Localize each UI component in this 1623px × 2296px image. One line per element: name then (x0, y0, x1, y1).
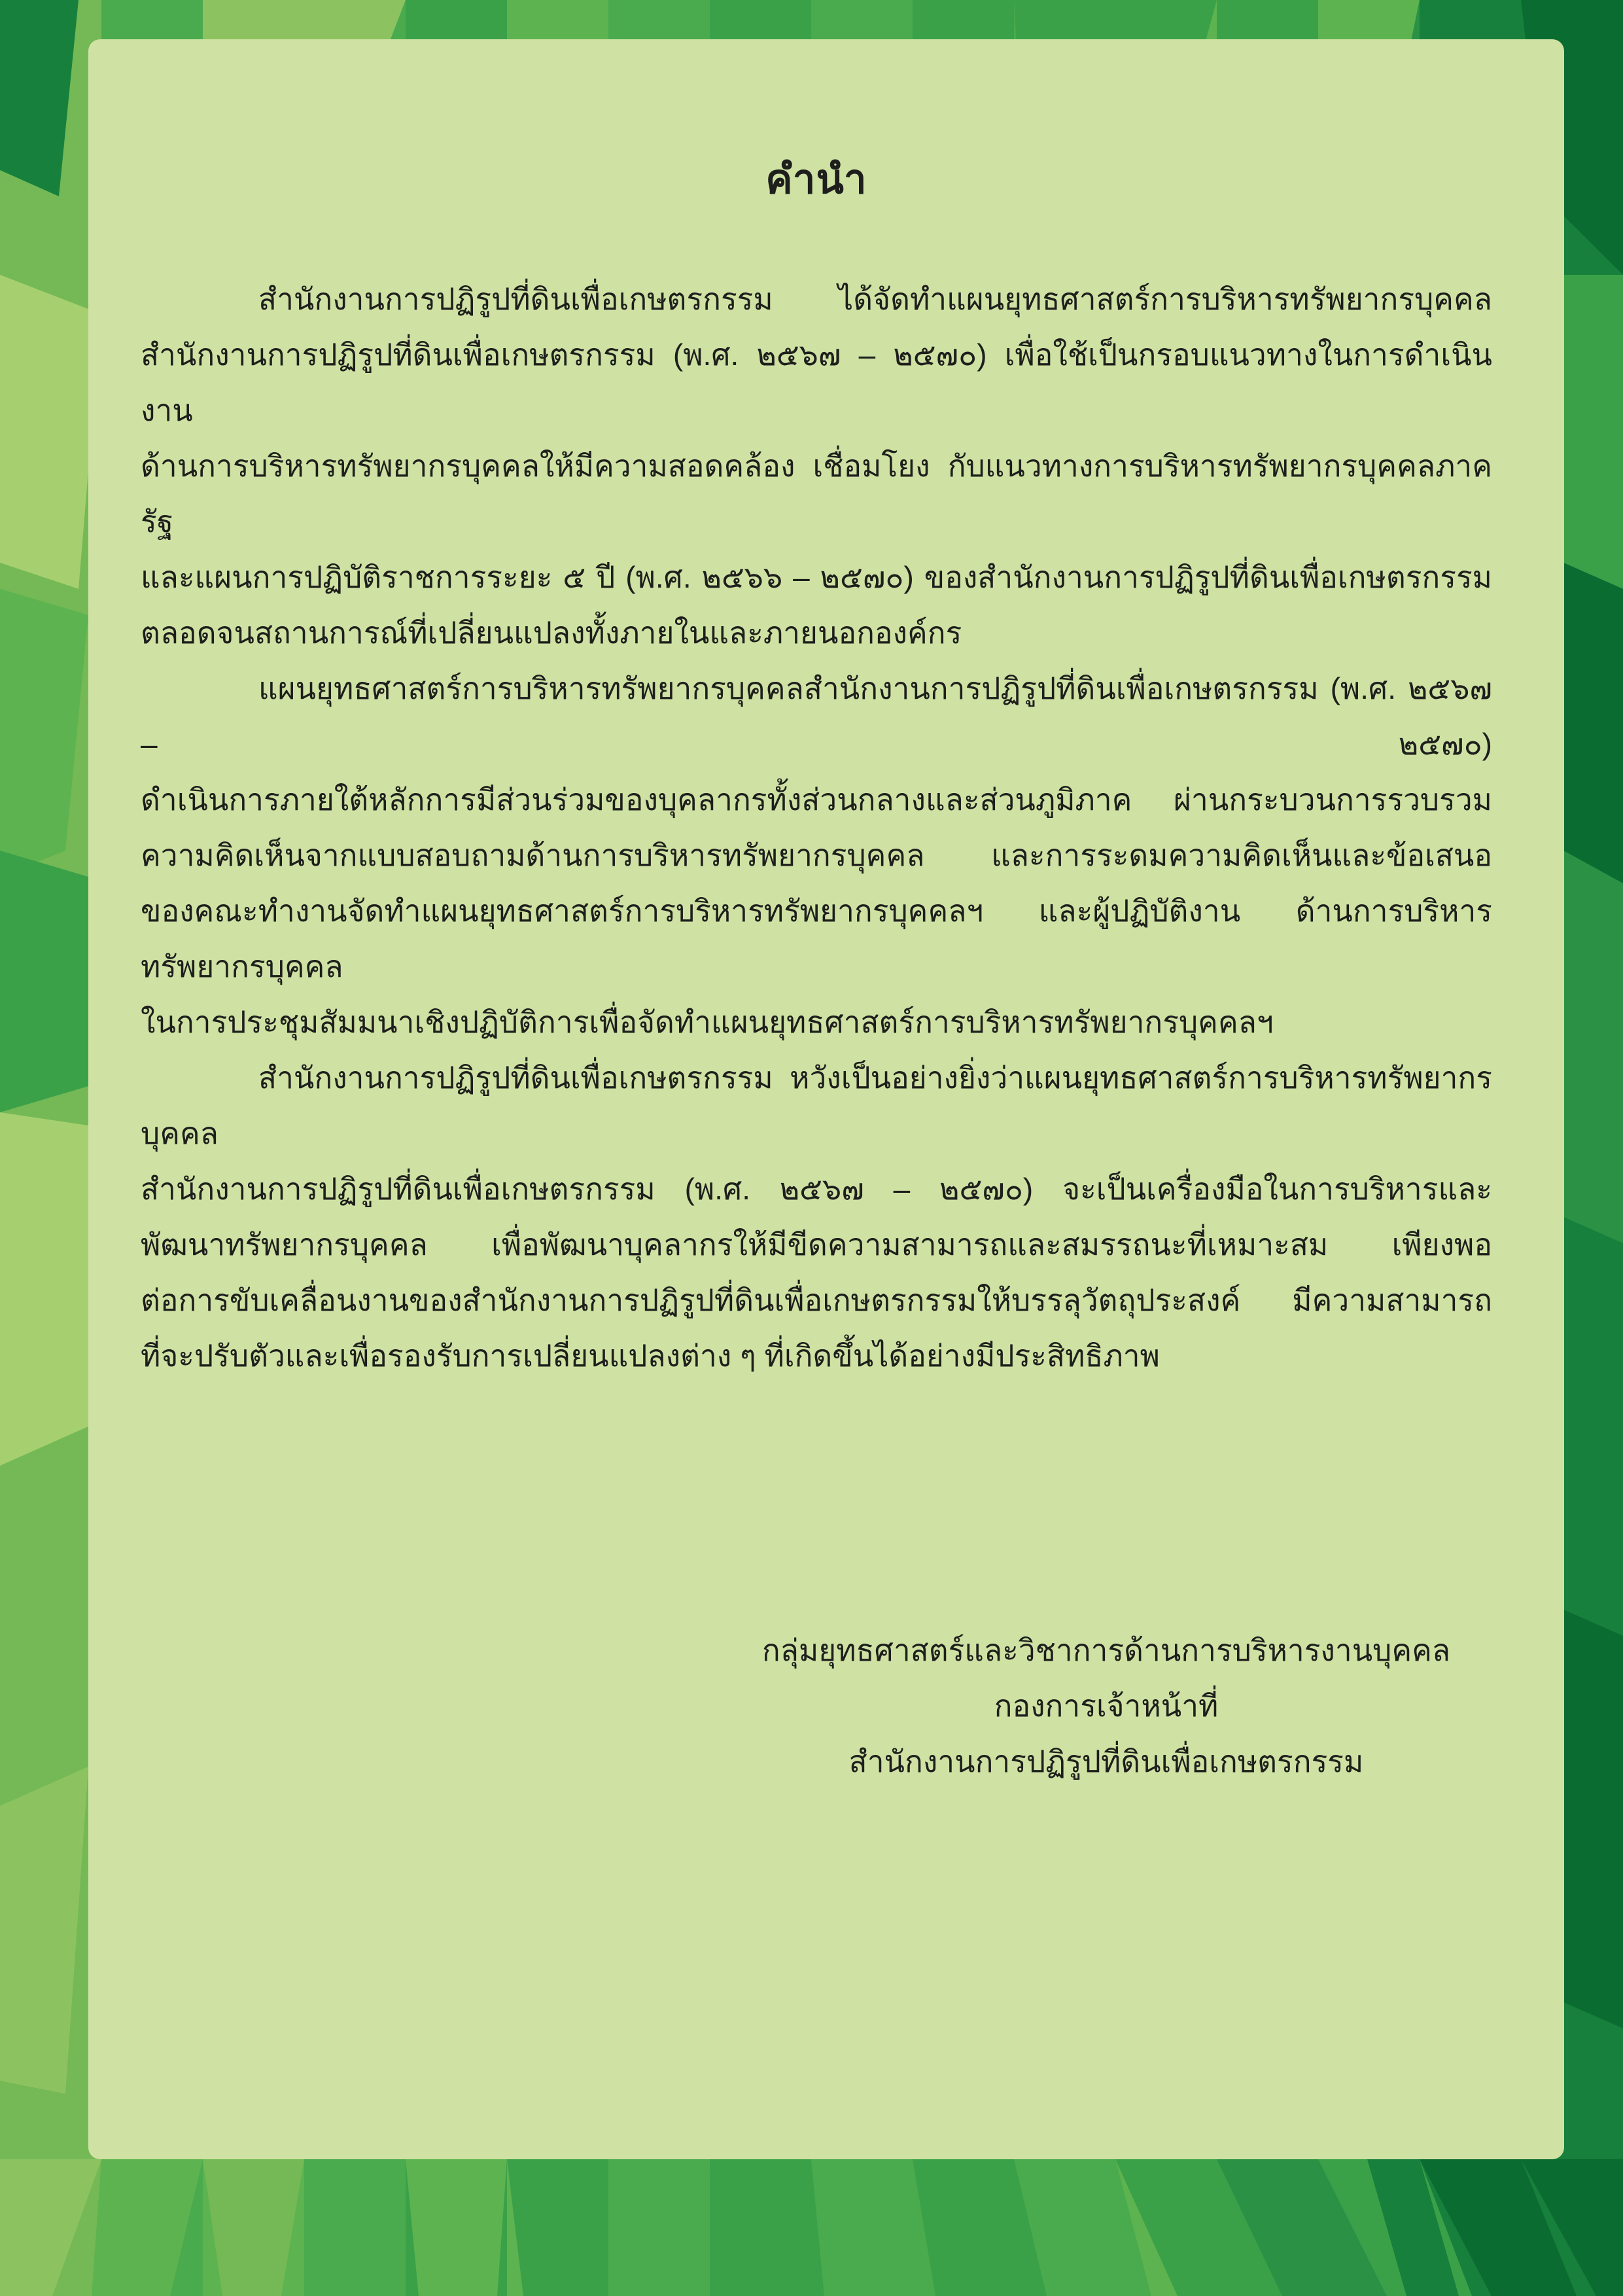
text-line: ด้านการบริหารทรัพยากรบุคคลให้มีความสอดคล้อง เชื่อมโยง กับแนวทางการบริหารทรัพยากรบุคคลภาครัฐ (141, 449, 1492, 539)
text-line: ต่อการขับเคลื่อนงานของสำนักงานการปฏิรูปที่ดินเพื่อเกษตรกรรมให้บรรลุวัตถุประสงค์ มีความสามารถ (141, 1283, 1492, 1317)
paragraph (141, 1050, 1492, 1384)
text-line: ของคณะทำงานจัดทำแผนยุทธศาสตร์การบริหารทรัพยากรบุคคลฯ และผู้ปฏิบัติงาน ด้านการบริหารทรัพยากรบุคคล (141, 894, 1492, 983)
text-line: ในการประชุมสัมมนาเชิงปฏิบัติการเพื่อจัดทำแผนยุทธศาสตร์การบริหารทรัพยากรบุคคลฯ (141, 1005, 1274, 1039)
signature-office: สำนักงานการปฏิรูปที่ดินเพื่อเกษตรกรรม (848, 1744, 1364, 1778)
text-line: พัฒนาทรัพยากรบุคคล เพื่อพัฒนาบุคลากรให้มีขีดความสามารถและสมรรถนะที่เหมาะสม เพียงพอ (141, 1227, 1492, 1262)
text-line: ตลอดจนสถานการณ์ที่เปลี่ยนแปลงทั้งภายในและภายนอกองค์กร (141, 616, 962, 650)
text-line: ความคิดเห็นจากแบบสอบถามด้านการบริหารทรัพยากรบุคคล และการระดมความคิดเห็นและข้อเสนอ (141, 838, 1492, 872)
page-title: คำนำ (765, 157, 867, 202)
text-line: ดำเนินการภายใต้หลักการมีส่วนร่วมของบุคลากรทั้งส่วนกลางและส่วนภูมิภาค ผ่านกระบวนการรวบรวม (141, 783, 1492, 817)
signature-block (740, 1623, 1473, 1790)
text-line: สำนักงานการปฏิรูปที่ดินเพื่อเกษตรกรรม (พ.ศ. ๒๕๖๗ – ๒๕๗๐) เพื่อใช้เป็นกรอบแนวทางในการดำเนินงาน (141, 338, 1492, 427)
text-line: สำนักงานการปฏิรูปที่ดินเพื่อเกษตรกรรม ได้จัดทำแผนยุทธศาสตร์การบริหารทรัพยากรบุคคล (258, 282, 1492, 316)
text-line: แผนยุทธศาสตร์การบริหารทรัพยากรบุคคลสำนักงานการปฏิรูปที่ดินเพื่อเกษตรกรรม (พ.ศ. ๒๕๖๗ – ๒๕๗๐) (141, 671, 1492, 761)
text-line: และแผนการปฏิบัติราชการระยะ ๕ ปี (พ.ศ. ๒๕๖๖ – ๒๕๗๐) ของสำนักงานการปฏิรูปที่ดินเพื่อเกษตรกรรม (141, 560, 1492, 594)
document-card (88, 39, 1564, 2159)
body-text (141, 272, 1492, 1384)
paragraph (141, 661, 1492, 1050)
signature-division: กองการเจ้าหน้าที่ (994, 1689, 1219, 1723)
signature-unit: กลุ่มยุทธศาสตร์และวิชาการด้านการบริหารงานบุคคล (761, 1633, 1451, 1667)
paragraph (141, 272, 1492, 661)
text-line: สำนักงานการปฏิรูปที่ดินเพื่อเกษตรกรรม หวังเป็นอย่างยิ่งว่าแผนยุทธศาสตร์การบริหารทรัพยากรบุคคล (141, 1061, 1492, 1150)
text-line: สำนักงานการปฏิรูปที่ดินเพื่อเกษตรกรรม (พ.ศ. ๒๕๖๗ – ๒๕๗๐) จะเป็นเครื่องมือในการบริหารและ (141, 1172, 1492, 1206)
text-line: ที่จะปรับตัวและเพื่อรองรับการเปลี่ยนแปลงต่าง ๆ ที่เกิดขึ้นได้อย่างมีประสิทธิภาพ (141, 1339, 1160, 1373)
